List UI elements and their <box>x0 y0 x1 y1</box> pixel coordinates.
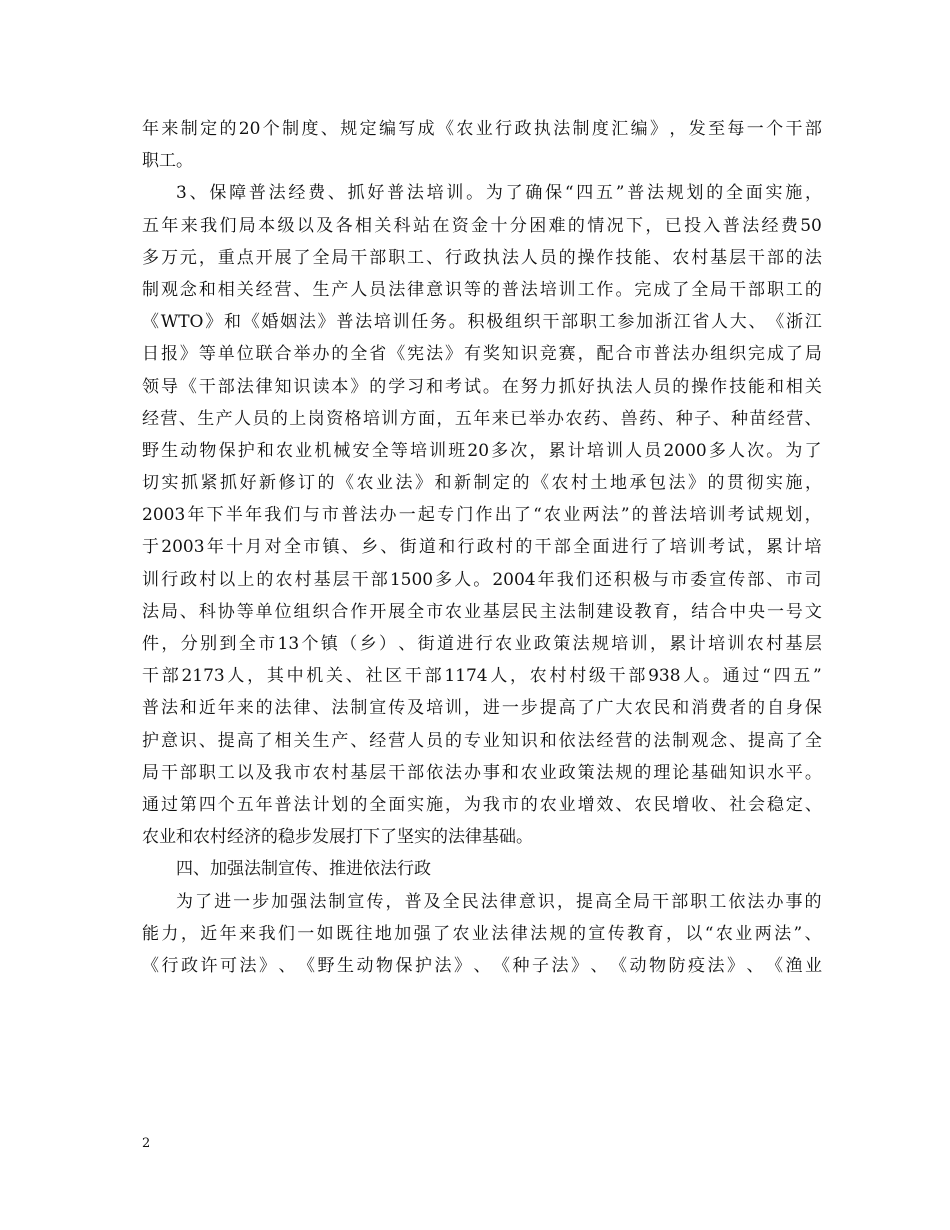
text-line: 法 局 、 科 协 等 单 位 组 织 合 作 开 展 全 市 农 业 基 层 民 主 法 制 建 设 教 育 ， 结 合 中 央 一 号 文 <box>142 601 822 622</box>
text-line: 为 了 进 一 步 加 强 法 制 宣 传 ， 普 及 全 民 法 律 意 识 ， 提 高 全 局 干 部 职 工 依 法 办 事 的 <box>176 891 822 912</box>
text-line: 农业和农村经济的稳步发展打下了坚实的法律基础。 <box>142 827 533 848</box>
text-line: 经 营 、 生 产 人 员 的 上 岗 资 格 培 训 方 面 ， 五 年 来 已 举 办 农 药 、 兽 药 、 种 子 、 种 苗 经 营 、 <box>142 408 822 429</box>
text-line: 领 导 《 干 部 法 律 知 识 读 本 》 的 学 习 和 考 试 。 在 努 力 抓 好 执 法 人 员 的 操 作 技 能 和 相 关 <box>142 376 822 397</box>
page-number: 2 <box>142 1136 151 1151</box>
text-line: 切 实 抓 紧 抓 好 新 修 订 的 《 农 业 法 》 和 新 制 定 的 《 农 村 土 地 承 包 法 》 的 贯 彻 实 施 ， <box>142 473 822 494</box>
text-line: 通 过 第 四 个 五 年 普 法 计 划 的 全 面 实 施 ， 为 我 市 的 农 业 增 效 、 农 民 增 收 、 社 会 稳 定 、 <box>142 794 822 815</box>
text-line: 《 行 政 许 可 法 》 、 《 野 生 动 物 保 护 法 》 、 《 种 子 法 》 、 《 动 物 防 疫 法 》 、 《 渔 业 <box>142 955 822 976</box>
body-text <box>142 113 822 982</box>
text-line: 能 力 ， 近 年 来 我 们 一 如 既 往 地 加 强 了 农 业 法 律 法 规 的 宣 传 教 育 ， 以 “ 农 业 两 法 ” 、 <box>142 923 822 944</box>
text-line: 训 行 政 村 以 上 的 农 村 基 层 干 部 1500 多 人 。 2004 年 我 们 还 积 极 与 市 委 宣 传 部 、 市 司 <box>142 569 822 590</box>
text-line: 年 来 制 定 的 20 个 制 度 、 规 定 编 写 成 《 农 业 行 政 执 法 制 度 汇 编 》 ， 发 至 每 一 个 干 部 <box>142 119 822 139</box>
text-line: 局 干 部 职 工 以 及 我 市 农 村 基 层 干 部 依 法 办 事 和 农 业 政 策 法 规 的 理 论 基 础 知 识 水 平 。 <box>142 762 822 783</box>
text-line: 日 报 》 等 单 位 联 合 举 办 的 全 省 《 宪 法 》 有 奖 知 识 竞 赛 ， 配 合 市 普 法 办 组 织 完 成 了 局 <box>142 344 822 365</box>
text-line: 干 部 2173 人 ， 其 中 机 关 、 社 区 干 部 1174 人 ， 农 村 村 级 干 部 938 人 。 通 过 “ 四 五 ” <box>142 666 822 687</box>
text-line: 护 意 识 、 提 高 了 相 关 生 产 、 经 营 人 员 的 专 业 知 识 和 依 法 经 营 的 法 制 观 念 、 提 高 了 全 <box>142 730 822 751</box>
text-line: 普 法 和 近 年 来 的 法 律 、 法 制 宣 传 及 培 训 ， 进 一 步 提 高 了 广 大 农 民 和 消 费 者 的 自 身 保 <box>142 698 822 719</box>
text-line: 职工。 <box>142 151 193 172</box>
text-line: 制 观 念 和 相 关 经 营 、 生 产 人 员 法 律 意 识 等 的 普 法 培 训 工 作 。 完 成 了 全 局 干 部 职 工 的 <box>142 279 822 300</box>
text-line: 3 、 保 障 普 法 经 费 、 抓 好 普 法 培 训 。 为 了 确 保 “ 四 五 ” 普 法 规 划 的 全 面 实 施 ， <box>176 183 822 204</box>
text-line: 野 生 动 物 保 护 和 农 业 机 械 安 全 等 培 训 班 20 多 次 ， 累 计 培 训 人 员 2000 多 人 次 。 为 了 <box>142 440 822 461</box>
text-line: 五 年 来 我 们 局 本 级 以 及 各 相 关 科 站 在 资 金 十 分 困 难 的 情 况 下 ， 已 投 入 普 法 经 费 50 <box>142 215 822 236</box>
text-line: 《 WTO 》 和 《 婚 姻 法 》 普 法 培 训 任 务 。 积 极 组 织 干 部 职 工 参 加 浙 江 省 人 大 、 《 浙 江 <box>142 312 822 333</box>
text-line: 件 ， 分 别 到 全 市 13 个 镇 （ 乡 ） 、 街 道 进 行 农 业 政 策 法 规 培 训 ， 累 计 培 训 农 村 基 层 <box>142 634 822 654</box>
text-line: 于 2003 年 十 月 对 全 市 镇 、 乡 、 街 道 和 行 政 村 的 干 部 全 面 进 行 了 培 训 考 试 ， 累 计 培 <box>142 537 822 558</box>
text-line: 2003 年 下 半 年 我 们 与 市 普 法 办 一 起 专 门 作 出 了 “ 农 业 两 法 ” 的 普 法 培 训 考 试 规 划 ， <box>142 505 822 526</box>
section-heading: 四、加强法制宣传、推进依法行政 <box>176 859 431 880</box>
text-line: 多 万 元 ， 重 点 开 展 了 全 局 干 部 职 工 、 行 政 执 法 人 员 的 操 作 技 能 、 农 村 基 层 干 部 的 法 <box>142 247 822 268</box>
